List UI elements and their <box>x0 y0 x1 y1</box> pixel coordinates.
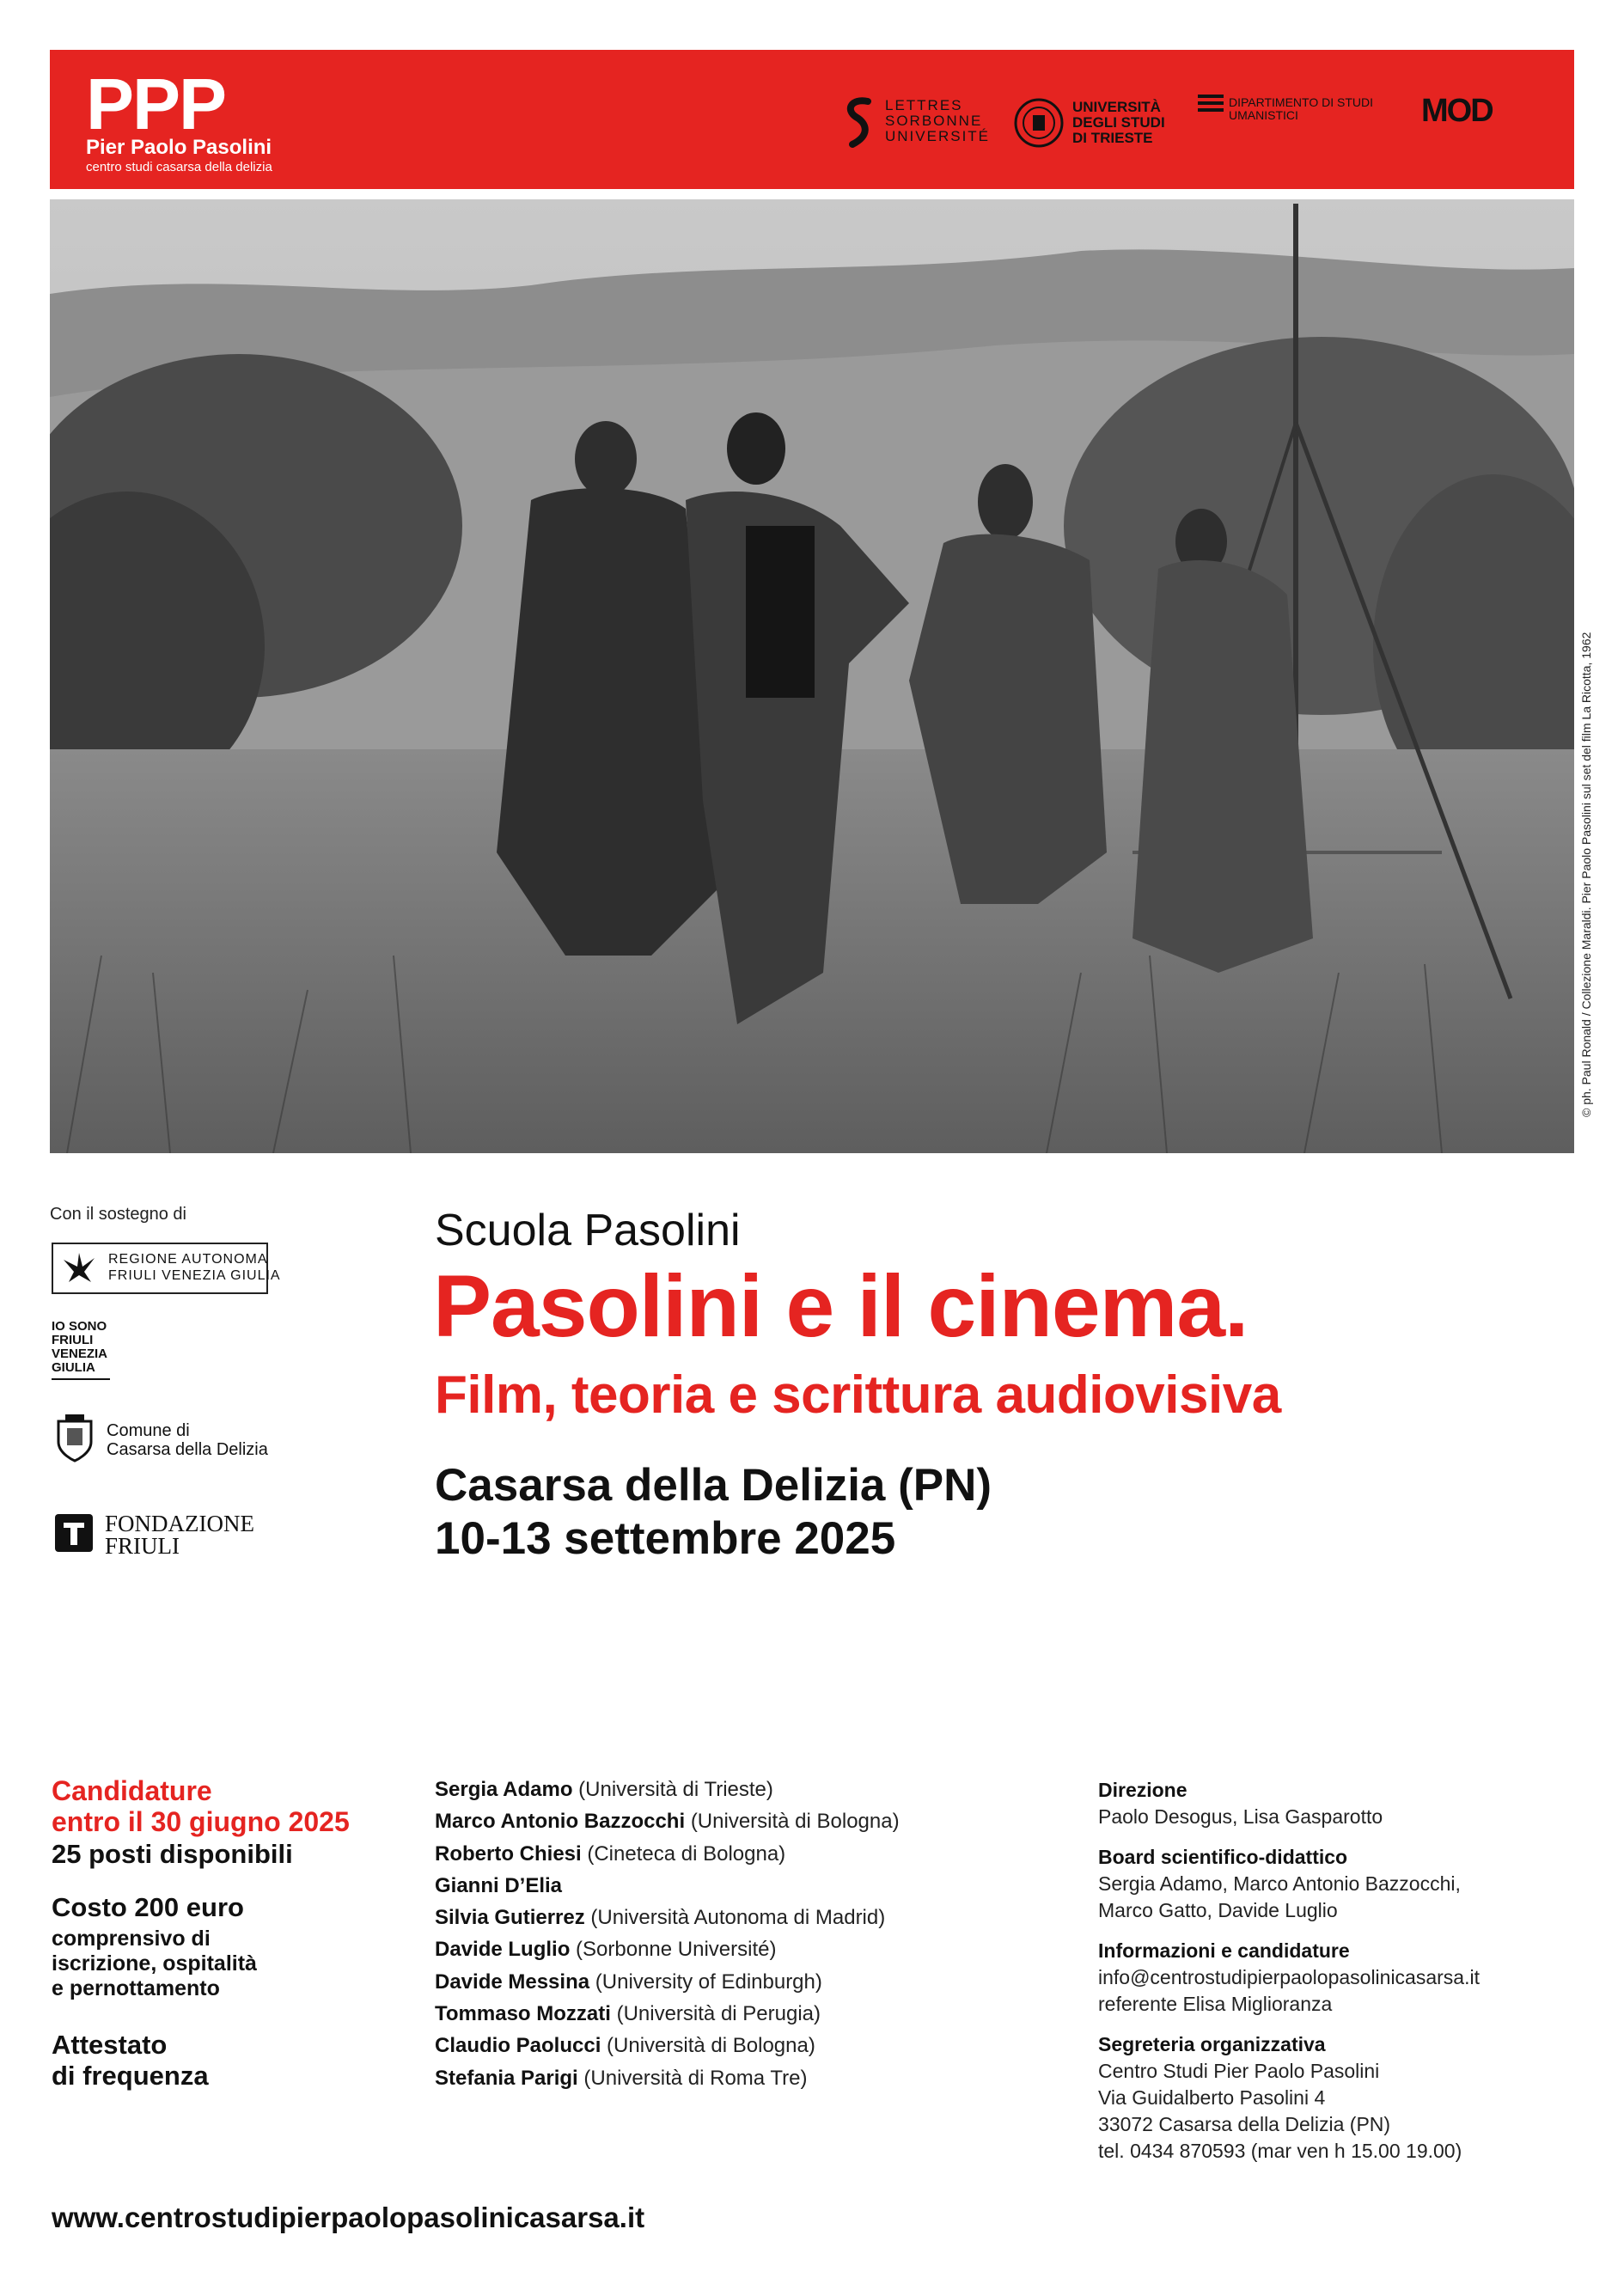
speaker-item: Claudio Paolucci (Università di Bologna) <box>435 2034 815 2058</box>
cost-note: comprensivo di iscrizione, ospitalità e pernottamento <box>52 1927 257 2000</box>
comune-crest-icon <box>53 1413 96 1463</box>
direzione-heading: Direzione <box>1098 1779 1187 1801</box>
board-heading: Board scientifico-didattico <box>1098 1846 1348 1868</box>
direzione-names: Paolo Desogus, Lisa Gasparotto <box>1098 1805 1383 1828</box>
segreteria-heading: Segreteria organizzativa <box>1098 2033 1326 2055</box>
ppp-logo-name: Pier Paolo Pasolini <box>86 136 272 159</box>
eagle-icon <box>60 1248 98 1286</box>
trieste-seal-icon <box>1014 98 1064 148</box>
sorbonne-logo-text: LETTRES SORBONNE UNIVERSITÉ <box>885 97 991 144</box>
dipartimento-logo-text: DIPARTIMENTO DI STUDI UMANISTICI <box>1229 95 1374 122</box>
subtitle: Film, teoria e scrittura audiovisiva <box>435 1365 1281 1425</box>
speaker-item: Roberto Chiesi (Cineteca di Bologna) <box>435 1841 786 1866</box>
photo-credit <box>1579 632 1597 1134</box>
io-sono-fvg-logo: IO SONO FRIULI VENEZIA GIULIA <box>52 1319 108 1375</box>
support-label: Con il sostegno di <box>50 1205 186 1224</box>
io-sono-underline <box>52 1378 110 1380</box>
info-contacts: info@centrostudipierpaolopasolinicasarsa.it referente Elisa Miglioranza <box>1098 1964 1579 2018</box>
candidature-deadline: Candidature entro il 30 giugno 2025 <box>52 1775 350 1837</box>
cost: Costo 200 euro <box>52 1892 244 1922</box>
places-available: 25 posti disponibili <box>52 1839 293 1869</box>
speaker-item: Davide Messina (University of Edinburgh) <box>435 1969 822 1994</box>
header-band <box>50 50 1574 189</box>
event-date: 10-13 settembre 2025 <box>435 1513 896 1564</box>
photo-credit-text: © ph. Paul Ronald / Collezione Maraldi. Pier Paolo Pasolini sul set del film La Ricotta, 1962 <box>1579 632 1593 1117</box>
ppp-logo-mark: PPP <box>86 64 226 144</box>
fondazione-friuli-icon <box>53 1512 95 1554</box>
fondazione-friuli-text: FONDAZIONE FRIULI <box>105 1511 254 1559</box>
sorbonne-logo-icon <box>842 96 876 150</box>
speakers-list <box>435 1774 985 2094</box>
mod-logo: MOD <box>1421 93 1493 129</box>
main-title: Pasolini e il cinema. <box>433 1257 1249 1355</box>
dipartimento-logo-icon <box>1198 95 1224 113</box>
speaker-item: Marco Antonio Bazzocchi (Università di Bologna) <box>435 1810 900 1834</box>
info-heading: Informazioni e candidature <box>1098 1939 1350 1962</box>
speaker-item: Stefania Parigi (Università di Roma Tre) <box>435 2066 808 2090</box>
trieste-logo-text: UNIVERSITÀ DEGLI STUDI DI TRIESTE <box>1072 99 1165 146</box>
certificate: Attestato di frequenza <box>52 2030 209 2091</box>
regione-fvg-text: REGIONE AUTONOMA FRIULI VENEZIA GIULIA <box>108 1252 281 1283</box>
board-names: Sergia Adamo, Marco Antonio Bazzocchi, Marco Gatto, Davide Luglio <box>1098 1872 1461 1921</box>
speaker-item: Silvia Gutierrez (Università Autonoma di Madrid) <box>435 1906 886 1930</box>
speaker-item: Davide Luglio (Sorbonne Université) <box>435 1938 777 1962</box>
comune-casarsa-text: Comune di Casarsa della Delizia <box>107 1421 268 1459</box>
ppp-logo-subtitle: centro studi casarsa della delizia <box>86 160 272 174</box>
website-link[interactable]: www.centrostudipierpaolopasolinicasarsa.it <box>52 2202 645 2233</box>
info-email[interactable]: info@centrostudipierpaolopasolinicasarsa.it <box>1098 1966 1480 1988</box>
speaker-item: Tommaso Mozzati (Università di Perugia) <box>435 2002 821 2026</box>
speaker-item: Sergia Adamo (Università di Trieste) <box>435 1778 773 1801</box>
organization-info <box>1098 1777 1579 2178</box>
speaker-item: Gianni D’Elia <box>435 1873 563 1897</box>
hero-photo <box>50 199 1574 1153</box>
segreteria-address: Centro Studi Pier Paolo Pasolini Via Guidalberto Pasolini 4 33072 Casarsa della Delizia (PN) tel. 0434 870593 (mar ven h 15.00 19.00) <box>1098 2060 1462 2162</box>
event-place: Casarsa della Delizia (PN) <box>435 1460 992 1511</box>
school-name: Scuola Pasolini <box>435 1206 741 1255</box>
